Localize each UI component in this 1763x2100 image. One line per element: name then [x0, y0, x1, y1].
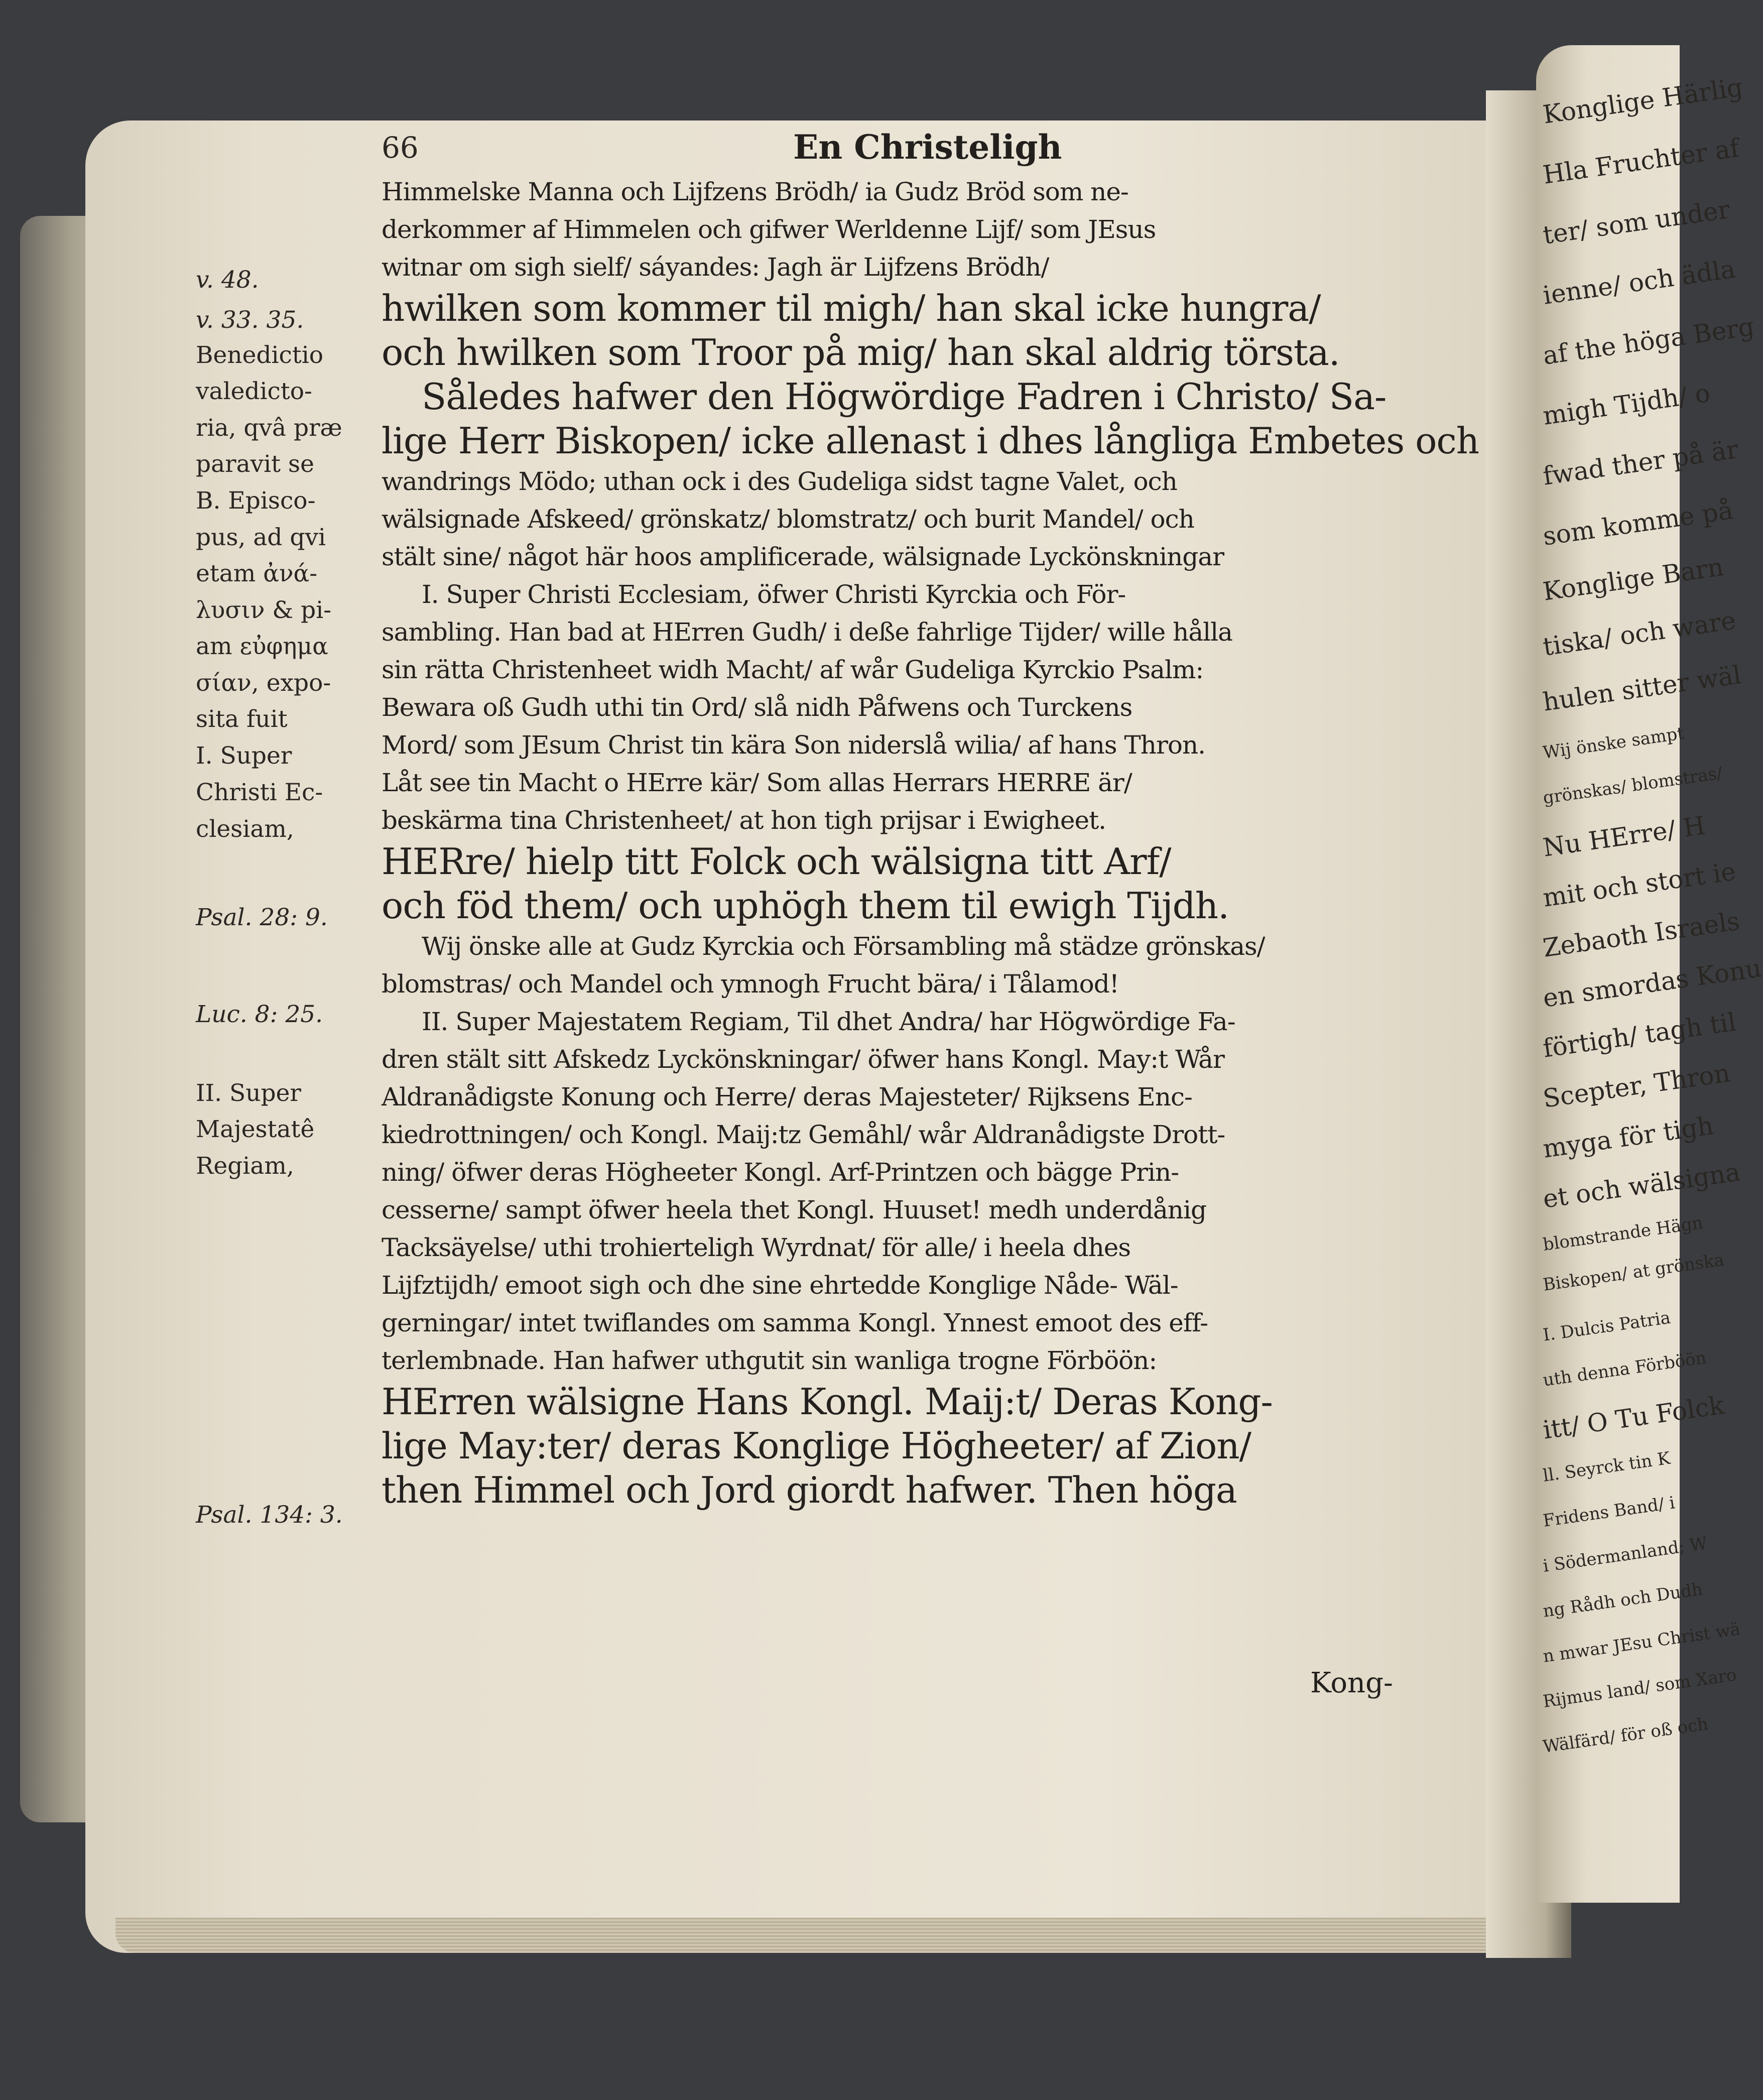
facing-page-line: Zebaoth Israels [1541, 906, 1742, 963]
facing-page-line: Rijmus land/ som Xaro [1542, 1665, 1738, 1712]
text-line: HERre/ hielp titt Folck och wälsigna titt Arf/ [382, 840, 1171, 883]
margin-note: am εὐφημα [196, 633, 328, 660]
page-header [382, 128, 1466, 171]
main-text-block [382, 173, 1479, 1512]
facing-page-line: Wij önske sampt [1542, 723, 1686, 763]
text-line: Tacksäyelse/ uthi trohierteligh Wyrdnat/ för alle/ i heela dhes [382, 1233, 1131, 1262]
facing-page-line: förtigh/ tagh til [1541, 1007, 1738, 1063]
text-line: then Himmel och Jord giordt hafwer. Then höga [382, 1469, 1237, 1511]
text-line: II. Super Majestatem Regiam, Til dhet Andra/ har Högwördige Fa- [422, 1007, 1235, 1036]
text-line: Himmelske Manna och Lijfzens Brödh/ ia Gudz Bröd som ne- [382, 177, 1128, 206]
text-line: kiedrottningen/ och Kongl. Maij:tz Gemåhl/ wår Aldranådigste Drott- [382, 1120, 1225, 1149]
facing-page-line: Wälfärd/ för oß och [1542, 1714, 1710, 1757]
page-bottom-edge [115, 1918, 1541, 1953]
text-line: I. Super Christi Ecclesiam, öfwer Christi Kyrckia och För- [422, 580, 1126, 609]
facing-page-line: fwad ther på är [1541, 434, 1740, 491]
text-line: Wij önske alle at Gudz Kyrckia och Försambling må städze grönskas/ [422, 932, 1265, 961]
facing-page-line: som komme på [1541, 496, 1735, 551]
text-line: Lijfztijdh/ emoot sigh och dhe sine ehrtedde Konglige Nåde- Wäl- [382, 1271, 1178, 1300]
text-line: HErren wälsigne Hans Kongl. Maij:t/ Deras Kong- [382, 1381, 1273, 1423]
facing-page-line: ll. Seyrck tin K [1542, 1448, 1672, 1486]
margin-note: Regiam, [196, 1152, 294, 1180]
margin-note: I. Super [196, 742, 292, 770]
facing-page-line: hulen sitter wäl [1541, 660, 1743, 717]
facing-page [1536, 45, 1763, 1903]
text-line: sin rätta Christenheet widh Macht/ af wår Gudeliga Kyrckio Psalm: [382, 655, 1204, 684]
text-line: Låt see tin Macht o HErre kär/ Som allas Herrars HERRE är/ [382, 768, 1132, 797]
text-line: Således hafwer den Högwördige Fadren i Christo/ Sa- [422, 376, 1387, 418]
margin-note: paravit se [196, 450, 314, 478]
text-line: gerningar/ intet twiflandes om samma Kongl. Ynnest emoot des eff- [382, 1308, 1208, 1337]
margin-note: B. Episco- [196, 487, 316, 515]
text-line: blomstras/ och Mandel och ymnogh Frucht bära/ i Tålamod! [382, 969, 1119, 999]
margin-note: Psal. 134: 3. [196, 1501, 343, 1529]
facing-page-line: ter/ som under [1541, 195, 1732, 250]
margin-note: σίαν, expo- [196, 669, 331, 697]
text-line: och föd them/ och uphögh them til ewigh Tijdh. [382, 885, 1229, 927]
margin-note: sita fuit [196, 705, 288, 733]
text-line: dren stält sitt Afskedz Lyckönskningar/ öfwer hans Kongl. May:t Wår [382, 1045, 1224, 1074]
facing-page-line: mit och stort ie [1541, 856, 1738, 913]
margin-note: Benedictio [196, 341, 324, 369]
facing-page-line: uth denna Förböön [1542, 1347, 1708, 1391]
text-line: och hwilken som Troor på mig/ han skal aldrig törsta. [382, 331, 1340, 374]
facing-page-line: Biskopen/ at grönska [1542, 1250, 1726, 1295]
text-line: hwilken som kommer til migh/ han skal icke hungra/ [382, 287, 1321, 329]
margin-note: Christi Ec- [196, 779, 323, 806]
text-line: Aldranådigste Konung och Herre/ deras Majesteter/ Rijksens Enc- [382, 1082, 1192, 1111]
margin-note: etam ἀνά- [196, 560, 318, 587]
facing-page-line: grönskas/ blomstras/ [1542, 763, 1724, 808]
page-number: 66 [382, 131, 419, 165]
margin-note: v. 48. [196, 266, 259, 294]
text-line: wälsignade Afskeed/ grönskatz/ blomstratz/ och burit Mandel/ och [382, 505, 1194, 534]
margin-note: pus, ad qvi [196, 524, 326, 551]
facing-page-line: Konglige Barn [1541, 552, 1725, 606]
text-line: stält sine/ något här hoos amplificerade, wälsignade Lyckönskningar [382, 542, 1224, 571]
running-title: En Christeligh [793, 128, 1062, 167]
facing-page-line: migh Tijdh/ o [1541, 378, 1712, 431]
facing-page-line: blomstrande Hägn [1542, 1212, 1704, 1255]
text-line: ning/ öfwer deras Högheeter Kongl. Arf-Printzen och bägge Prin- [382, 1158, 1179, 1187]
margin-note: v. 33. 35. [196, 306, 304, 334]
facing-page-line: et och wälsigna [1541, 1157, 1742, 1214]
facing-page-line: ienne/ och ädla [1541, 254, 1737, 310]
facing-page-line: Konglige Härlig [1541, 72, 1745, 130]
text-line: cesserne/ sampt öfwer heela thet Kongl. Huuset! medh underdånig [382, 1195, 1207, 1224]
margin-note: Majestatê [196, 1116, 315, 1143]
text-line: Mord/ som JEsum Christ tin kära Son niderslå wilia/ af hans Thron. [382, 730, 1206, 760]
facing-page-line: i Södermanland; W [1542, 1533, 1709, 1576]
facing-page-line: Fridens Band/ i [1542, 1493, 1677, 1531]
margin-note: Luc. 8: 25. [196, 1001, 323, 1028]
text-line: witnar om sigh sielf/ sáyandes: Jagh är Lijfzens Brödh/ [382, 253, 1049, 282]
facing-page-line: I. Dulcis Patria [1542, 1307, 1672, 1345]
text-line: lige Herr Biskopen/ icke allenast i dhes långliga Embetes och [382, 420, 1479, 462]
margin-note: clesiam, [196, 815, 294, 843]
text-line: sambling. Han bad at HErren Gudh/ i deße fahrlige Tijder/ wille hålla [382, 617, 1232, 647]
margin-note: Psal. 28: 9. [196, 904, 328, 931]
facing-page-line: tiska/ och ware [1541, 605, 1738, 662]
margin-note: valedicto- [196, 378, 312, 405]
text-line: wandrings Mödo; uthan ock i des Gudeliga sidst tagne Valet, och [382, 467, 1177, 496]
margin-note: II. Super [196, 1079, 301, 1107]
facing-page-line: Nu HErre/ H [1541, 810, 1707, 862]
text-line: terlembnade. Han hafwer uthgutit sin wanliga trogne Förböön: [382, 1346, 1157, 1375]
facing-page-line: Scepter, Thron [1541, 1058, 1732, 1114]
text-line: beskärma tina Christenheet/ at hon tigh prijsar i Ewigheet. [382, 806, 1106, 835]
facing-page-line: Hla Fruchter af [1541, 133, 1741, 190]
catchword: Kong- [1310, 1667, 1393, 1699]
facing-page-line: af the höga Berg [1541, 312, 1756, 370]
facing-page-line: ng Rådh och Dudh [1542, 1579, 1704, 1622]
text-line: Bewara oß Gudh uthi tin Ord/ slå nidh Påfwens och Turckens [382, 693, 1132, 722]
facing-page-line: n mwar JEsu Christ wä [1542, 1619, 1742, 1667]
margin-note: λυσιν & pi- [196, 596, 332, 624]
margin-note: ria, qvâ præ [196, 414, 342, 442]
facing-page-line: itt/ O Tu Folck [1541, 1390, 1726, 1445]
facing-page-line: myga för tigh [1541, 1110, 1715, 1164]
facing-page-line: en smordas Konu [1541, 953, 1763, 1013]
text-line: lige May:ter/ deras Konglige Högheeter/ af Zion/ [382, 1425, 1251, 1467]
text-line: derkommer af Himmelen och gifwer Werldenne Lijf/ som JEsus [382, 215, 1156, 244]
